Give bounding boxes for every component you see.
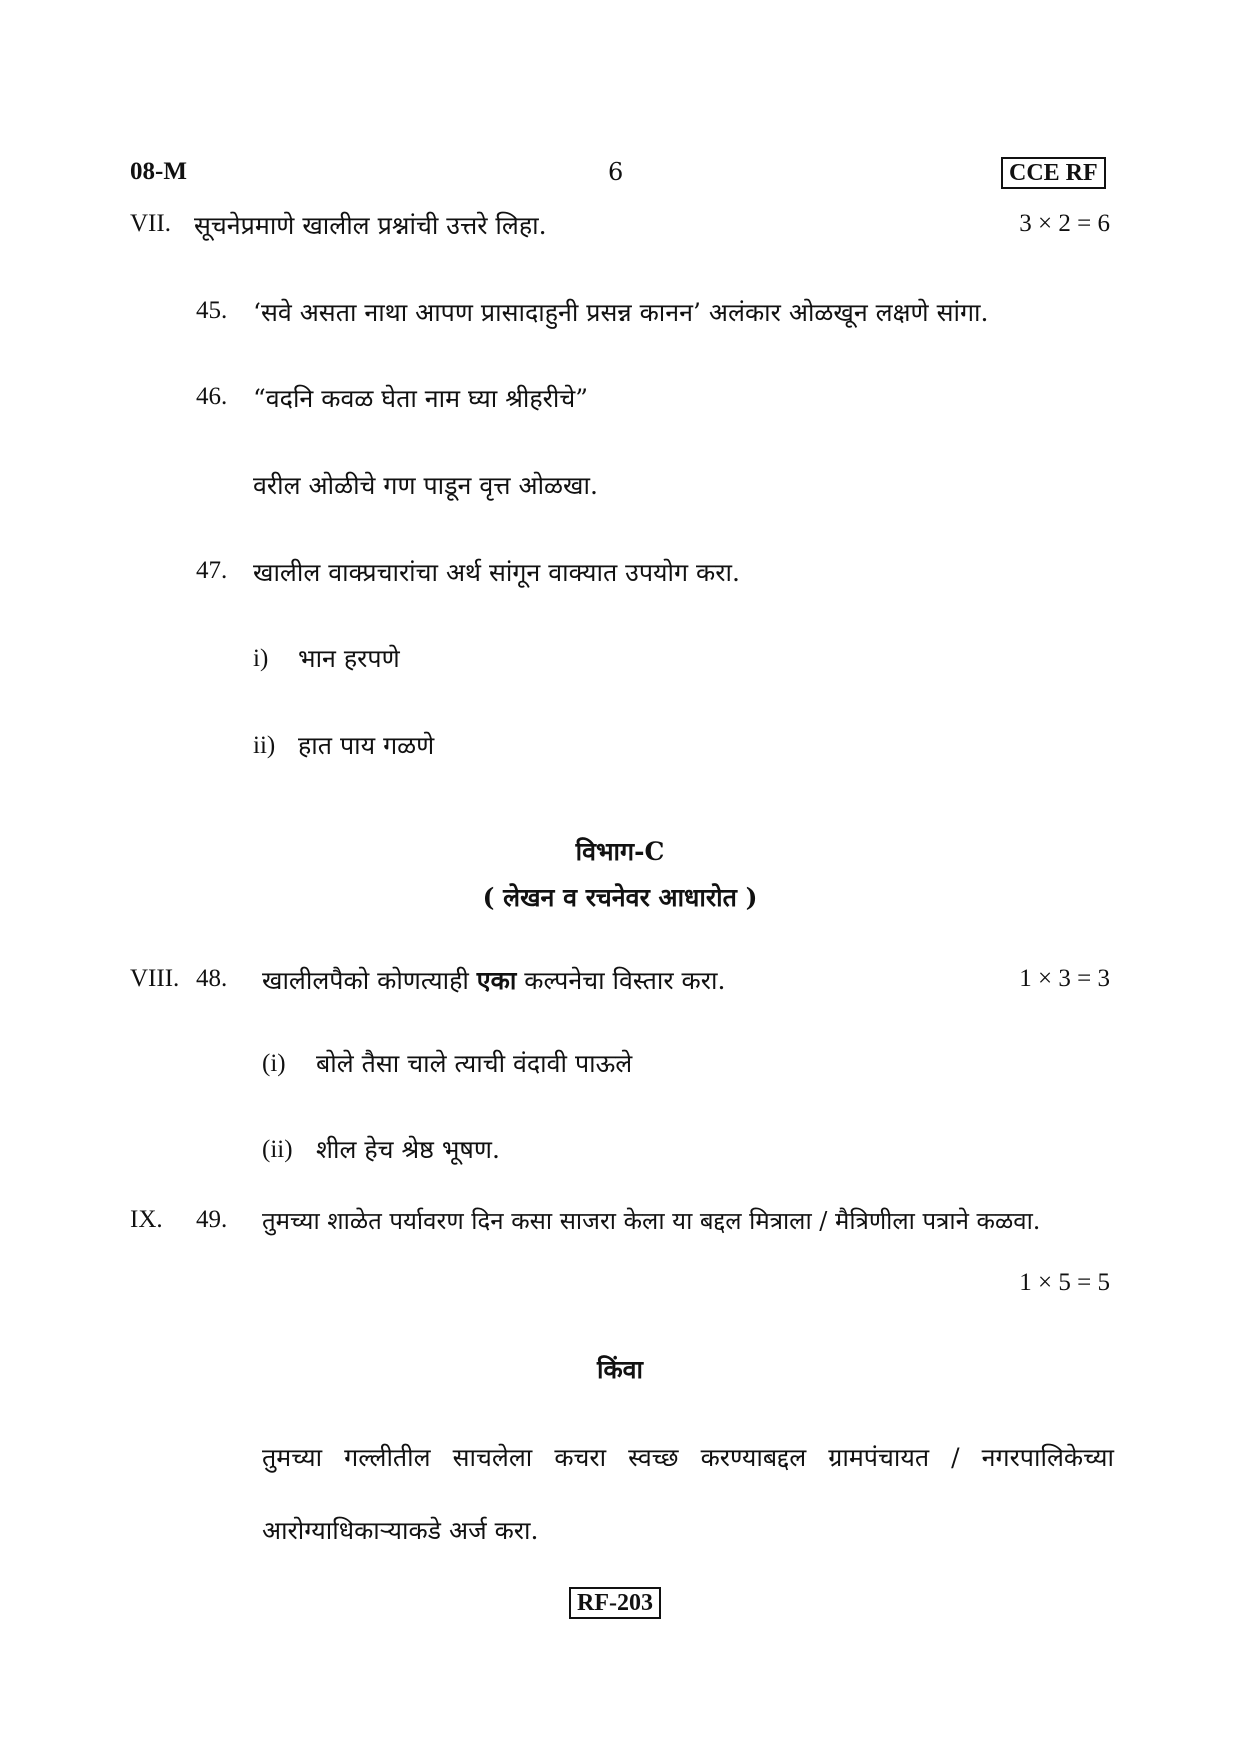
q48-item-text: शील हेच श्रेष्ठ भूषण. (316, 1135, 500, 1164)
q47-item-label: i) (253, 645, 269, 672)
q47-number: 47. (196, 557, 228, 584)
q45-number: 45. (196, 297, 228, 324)
q48-item-text: बोले तैसा चाले त्याची वंदावी पाऊले (316, 1049, 633, 1078)
q46-number: 46. (196, 383, 228, 410)
q45-text: ‘सवे असता नाथा आपण प्रासादाहुनी प्रसन्न कानन’ अलंकार ओळखून लक्षणे सांगा. (253, 298, 989, 327)
q48-marks: 1 × 3 = 3 (1019, 965, 1110, 992)
q48-text-before: खालीलपैको कोणत्याही (262, 966, 477, 995)
q48-item-label: (i) (262, 1050, 286, 1077)
q49-alt-line1: तुमच्या गल्लीतील साचलेला कचरा स्वच्छ करण्याबद्दल ग्रामपंचायत / नगरपालिकेच्या (262, 1443, 1114, 1472)
q49-marks: 1 × 5 = 5 (1019, 1269, 1110, 1296)
section-vii-instruction: सूचनेप्रमाणे खालील प्रश्नांची उत्तरे लिहा. (194, 211, 547, 240)
q47-item-label: ii) (253, 732, 276, 759)
section-ix-numeral: IX. (130, 1206, 163, 1233)
q47-item-text: हात पाय गळणे (298, 731, 435, 760)
q49-text: तुमच्या शाळेत पर्यावरण दिन कसा साजरा केला या बद्दल मित्राला / मैत्रिणीला पत्राने कळवा. (262, 1207, 1041, 1235)
or-separator: किंवा (596, 1355, 644, 1384)
q48-text-after: कल्पनेचा विस्तार करा. (516, 966, 726, 995)
q48-number: 48. (196, 965, 228, 992)
paper-code-right: CCE RF (1001, 157, 1106, 189)
q46-text: “वदनि कवळ घेता नाम घ्या श्रीहरीचे” (253, 384, 589, 413)
section-vii-numeral: VII. (130, 210, 171, 237)
q47-text: खालील वाक्प्रचारांचा अर्थ सांगून वाक्यात उपयोग करा. (253, 558, 740, 587)
section-vii-marks: 3 × 2 = 6 (1019, 210, 1110, 237)
section-viii-numeral: VIII. (130, 965, 180, 992)
q46-subtext: वरील ओळीचे गण पाडून वृत्त ओळखा. (253, 471, 598, 500)
footer-code: RF-203 (569, 1587, 661, 1619)
section-c-subtitle: ( लेखन व रचनेवर आधारोत ) (482, 883, 758, 912)
q48-item-label: (ii) (262, 1136, 293, 1163)
q48-text-bold: एका (476, 966, 517, 995)
q49-alt-line2: आरोग्याधिकाऱ्याकडे अर्ज करा. (262, 1516, 539, 1545)
page-number: 6 (608, 158, 624, 186)
q47-item-text: भान हरपणे (298, 644, 400, 673)
q48-text (262, 963, 725, 997)
section-c-title: विभाग-C (575, 837, 665, 866)
paper-code-left: 08-M (130, 158, 187, 185)
q49-number: 49. (196, 1206, 228, 1233)
